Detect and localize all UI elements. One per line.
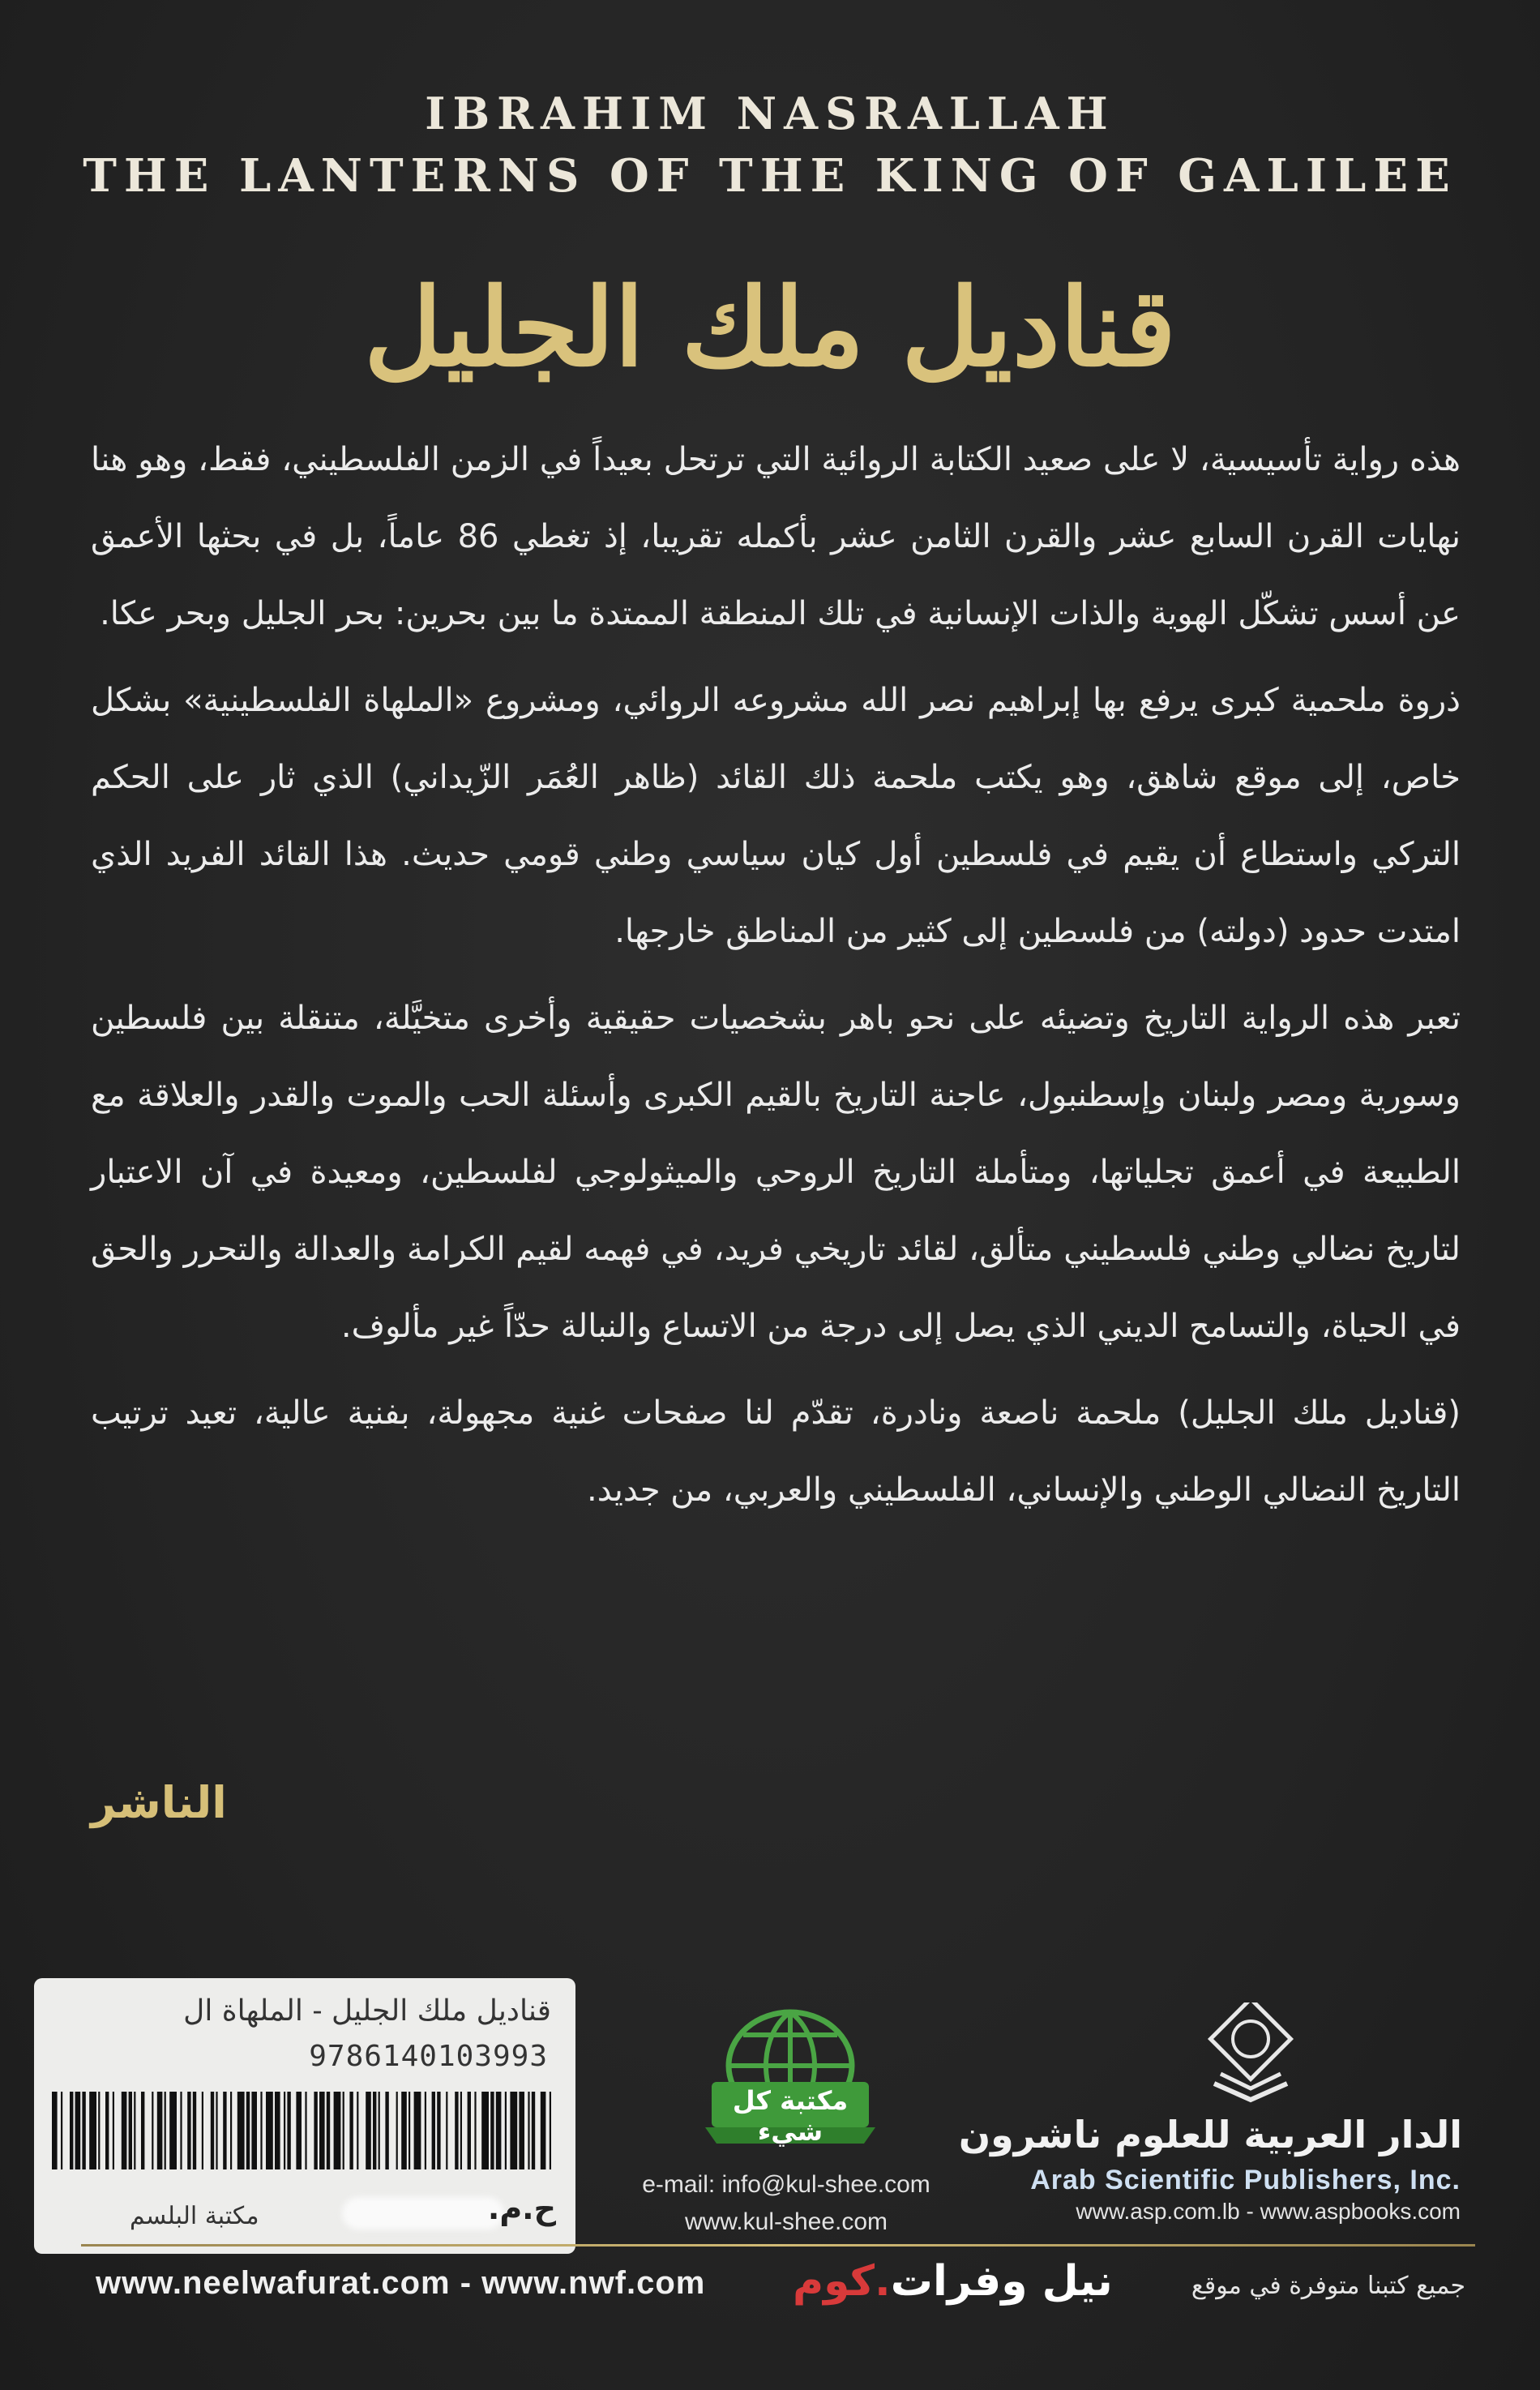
asp-name-english: Arab Scientific Publishers, Inc. — [1030, 2165, 1461, 2195]
blurb-paragraph-3: تعبر هذه الرواية التاريخ وتضيئه على نحو باهر بشخصيات حقيقية وأخرى متخيَّلة، متنقلة بين فلسطين وسورية ومصر ولبنان وإسطنبول، عاجنة التاريخ بالقيم الكبرى وأسئلة الحب والموت والقدر والعلاقة مع الطبيعة في أعمق تجلياتها، ومتأملة التاريخ الروحي والميثولوجي لفلسطين، ومعيدة في آن الاعتبار لتاريخ نضالي وطني فلسطيني متألق، لقائد تاريخي فريد، في فهمه لقيم الكرامة والعدالة والتحرر والحق في الحياة، والتسامح الديني الذي يصل إلى درجة من الاتساع والنبالة حدّاً غير مألوف. — [91, 1000, 1461, 1345]
redacted-area — [342, 2197, 504, 2229]
asp-websites: www.asp.com.lb - www.aspbooks.com — [1076, 2199, 1461, 2224]
asp-publisher-logo — [1198, 2002, 1303, 2108]
nwf-brand-com: كوم — [793, 2257, 875, 2306]
footer-note: جميع كتبنا متوفرة في موقع — [1191, 2272, 1465, 2300]
kulshee-logo-text: مكتبة كل شيء — [732, 2085, 849, 2147]
footer-urls: www.neelwafurat.com - www.nwf.com — [96, 2265, 706, 2301]
kulshee-website: www.kul-shee.com — [684, 2208, 888, 2235]
nwf-brand — [793, 2257, 1113, 2306]
barcode-sticker — [34, 1978, 575, 2254]
blurb-paragraph-1: هذه رواية تأسيسية، لا على صعيد الكتابة الروائية التي ترتحل بعيداً في الزمن الفلسطيني، فقط، وهو هنا نهايات القرن السابع عشر والقرن الثامن عشر بأكمله تقريبا، إذ تغطي 86 عاماً، بل في بحثها الأعمق عن أسس تشكّل الهوية والذات الإنسانية في تلك المنطقة الممتدة ما بين بحرين: بحر الجليل وبحر عكا. — [91, 441, 1461, 632]
blurb-paragraph-4: (قناديل ملك الجليل) ملحمة ناصعة ونادرة، تقدّم لنا صفحات غنية مجهولة، بفنية عالية، تعيد ترتيب التاريخ النضالي الوطني والإنساني، الفلسطيني والعربي، من جديد. — [91, 1394, 1461, 1509]
sticker-isbn: 9786140103993 — [309, 2040, 548, 2073]
sticker-title: قناديل ملك الجليل - الملهاة ال — [183, 1994, 551, 2028]
kulshee-email: e-mail: info@kul-shee.com — [642, 2171, 930, 2198]
blurb-paragraph-2: ذروة ملحمية كبرى يرفع بها إبراهيم نصر الله مشروعه الروائي، ومشروع «الملهاة الفلسطينية» بشكل خاص، إلى موقع شاهق، وهو يكتب ملحمة ذلك القائد (ظاهر العُمَر الزّيداني) الذي ثار على الحكم التركي واستطاع أن يقيم في فلسطين أول كيان سياسي وطني قومي حديث. هذا القائد الفريد الذي امتدت حدود (دولته) من فلسطين إلى كثير من المناطق خارجها. — [91, 682, 1461, 950]
author-name: IBRAHIM NASRALLAH — [425, 88, 1115, 139]
nwf-brand-name: نيل وفرات — [890, 2257, 1113, 2306]
title-english: THE LANTERNS OF THE KING OF GALILEE — [83, 149, 1457, 203]
publisher-signature: الناشر — [91, 1777, 227, 1828]
nwf-brand-dot: . — [874, 2257, 891, 2306]
asp-name-arabic: الدار العربية للعلوم ناشرون — [958, 2113, 1462, 2157]
blurb-text — [91, 422, 1461, 1539]
title-arabic-calligraphy: قناديل ملك الجليل — [364, 265, 1176, 391]
barcode-icon — [47, 2092, 558, 2169]
footer-bar — [96, 2254, 1465, 2311]
sticker-shop-name: مكتبة البلسم — [130, 2202, 259, 2230]
sticker-code: ح.م. — [487, 2191, 556, 2226]
gold-divider — [81, 2244, 1475, 2247]
